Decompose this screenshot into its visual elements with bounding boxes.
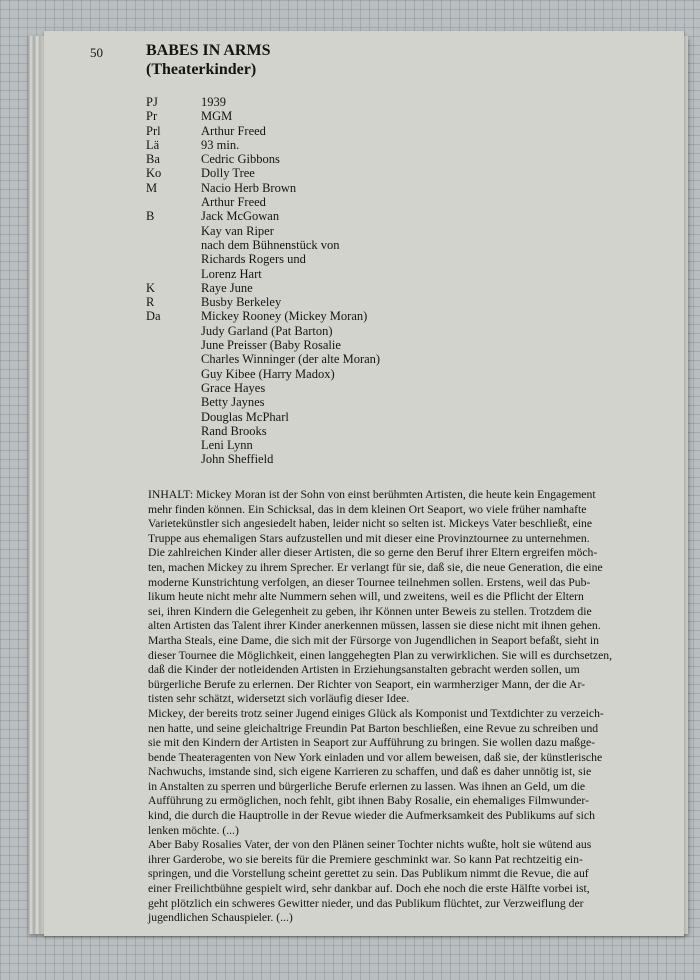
credit-row xyxy=(146,395,380,409)
credit-row xyxy=(146,367,380,381)
credit-row xyxy=(146,281,380,295)
credit-row xyxy=(146,95,380,109)
credit-key: R xyxy=(146,295,155,310)
credit-row xyxy=(146,352,380,366)
credit-row xyxy=(146,309,380,323)
credit-key: Prl xyxy=(146,123,161,138)
title-block xyxy=(146,41,270,79)
credit-key xyxy=(146,238,201,252)
credit-key: M xyxy=(146,180,158,195)
synopsis-line: kind, die durch die Hauptrolle in der Revue wieder die Aufmerksamkeit des Publikums auf sich xyxy=(148,809,595,823)
page-number: 50 xyxy=(90,45,103,60)
credit-key: Pr xyxy=(146,109,158,124)
credit-row xyxy=(146,181,380,195)
credit-key xyxy=(146,410,201,424)
credit-value: Mickey Rooney (Mickey Moran) xyxy=(201,309,368,324)
credit-value: Busby Berkeley xyxy=(201,295,282,310)
credit-row xyxy=(146,195,380,209)
credit-row xyxy=(146,138,380,152)
credit-value: Richards Rogers und xyxy=(201,252,306,267)
synopsis-line: bürgerliche Berufe zu erlernen. Der Richter von Seaport, ein warmherziger Mann, der die Ar- xyxy=(148,677,586,691)
synopsis-line: jugendlichen Schauspieler. (...) xyxy=(148,911,293,925)
credit-row xyxy=(146,109,380,123)
credit-key: Ba xyxy=(146,152,160,167)
synopsis-line: Aber Baby Rosalies Vater, der von den Plänen seiner Tochter nichts wußte, holt sie wütend aus xyxy=(148,838,592,852)
credit-value: Leni Lynn xyxy=(201,438,253,453)
synopsis-line: geht plötzlich ein schweres Gewitter nieder, und das Publikum flüchtet, zur Verzweiflung der xyxy=(148,896,584,910)
synopsis-line: in Anstalten zu sperren und bürgerliche Berufe erlernen zu lassen. Was ihnen an Geld, um die xyxy=(148,779,586,793)
credit-value: MGM xyxy=(201,109,233,124)
credit-key xyxy=(146,367,201,381)
credit-row xyxy=(146,452,380,466)
credit-value: Lorenz Hart xyxy=(201,266,262,281)
credit-value: Jack McGowan xyxy=(201,209,280,224)
synopsis-line: lenken möchte. (...) xyxy=(148,823,239,837)
credit-key: K xyxy=(146,280,156,295)
synopsis-line: Martha Steals, eine Dame, die sich mit der Fürsorge von Jugendlichen in Seaport befaßt, sieht in xyxy=(148,633,599,647)
film-subtitle: (Theaterkinder) xyxy=(146,61,257,78)
book-page xyxy=(44,31,684,936)
synopsis-line: springen, und die Vorstellung scheint gerettet zu sein. Das Publikum nimmt die Revue, die auf xyxy=(148,867,589,881)
credit-row xyxy=(146,338,380,352)
credit-key: Da xyxy=(146,309,161,324)
synopsis-line: sei, ihren Kindern die Gelegenheit zu geben, ihr Können unter Beweis zu stellen. Trotzdem die xyxy=(148,604,592,618)
credit-row xyxy=(146,224,380,238)
credit-row xyxy=(146,381,380,395)
credit-key xyxy=(146,381,201,395)
synopsis-line: likum heute nicht mehr alte Nummern sehen will, und zweitens, weil es die Pflicht der Eltern xyxy=(148,590,584,604)
synopsis-line: dieser Tournee die Möglichkeit, einen langgehegten Plan zu verwirklichen. Sie will es durchsetzen, xyxy=(148,648,613,662)
credit-row xyxy=(146,252,380,266)
credit-value: Charles Winninger (der alte Moran) xyxy=(201,352,381,367)
synopsis-line: INHALT: Mickey Moran ist der Sohn von einst berühmten Artisten, die heute kein Engagement xyxy=(148,488,596,501)
credit-value: Cedric Gibbons xyxy=(201,152,280,167)
credit-value: Raye June xyxy=(201,280,253,295)
synopsis-line: einer Freilichtbühne gespielt wird, sehr dankbar auf. Doch ehe noch die erste Hälfte vorbei ist, xyxy=(148,882,590,896)
credit-value: June Preisser (Baby Rosalie xyxy=(201,338,341,353)
synopsis-line: ihrer Garderobe, wo sie bereits für die Premiere geschminkt war. So kann Pat rechtzeitig ein- xyxy=(148,852,583,866)
credit-key xyxy=(146,352,201,366)
credit-value: Nacio Herb Brown xyxy=(201,180,297,195)
credit-value: Judy Garland (Pat Barton) xyxy=(201,323,333,338)
credit-key xyxy=(146,438,201,452)
credit-value: Betty Jaynes xyxy=(201,395,265,410)
film-title: BABES IN ARMS xyxy=(146,42,271,59)
credit-row xyxy=(146,410,380,424)
credit-value: Dolly Tree xyxy=(201,166,255,181)
synopsis-line: bende Theateragenten von New York einladen und vor allem beweisen, daß sie, der künstlerische xyxy=(148,750,603,764)
credit-value: Douglas McPharl xyxy=(201,409,289,424)
credit-value: Arthur Freed xyxy=(201,195,266,210)
credit-value: Guy Kibee (Harry Madox) xyxy=(201,366,335,381)
synopsis-line: Nachwuchs, imstande sind, sich eigene Karrieren zu schaffen, und daß es daher unnötig ist, sie xyxy=(148,765,592,779)
credit-row xyxy=(146,424,380,438)
synopsis-line: tisten sehr schätzt, widersetzt sich vorläufig dieser Idee. xyxy=(148,692,410,706)
credit-key xyxy=(146,195,201,209)
synopsis-line: moderne Kunstrichtung verfolgen, an dieser Tournee teilnehmen sollen. Erstens, weil das Pub- xyxy=(148,575,591,589)
credit-key xyxy=(146,267,201,281)
synopsis-line: Die zahlreichen Kinder aller dieser Artisten, die so gerne den Beruf ihrer Eltern ergreifen möch- xyxy=(148,546,598,560)
credit-value: 1939 xyxy=(201,95,226,109)
credit-key xyxy=(146,395,201,409)
credit-value: Grace Hayes xyxy=(201,380,266,395)
credit-row xyxy=(146,267,380,281)
credit-key xyxy=(146,424,201,438)
synopsis-line: ten, machen Mickey zu ihrem Sprecher. Er verlangt für sie, daß sie, die neue Generation, die eine xyxy=(148,560,603,574)
credits-list xyxy=(146,95,380,467)
credit-value: nach dem Bühnenstück von xyxy=(201,237,340,252)
credit-key xyxy=(146,324,201,338)
credit-row xyxy=(146,209,380,223)
credit-key: B xyxy=(146,209,155,224)
synopsis-line: Aufführung zu ermöglichen, noch fehlt, gibt ihnen Baby Rosalie, ein ehemaliges Filmwunder- xyxy=(148,794,589,808)
credit-row xyxy=(146,438,380,452)
credit-value: Rand Brooks xyxy=(201,423,267,438)
credit-row xyxy=(146,166,380,180)
synopsis-line: alten Artisten das Talent ihrer Kinder anerkennen müssen, lassen sie diese nicht mit ihnen gehen. xyxy=(148,619,601,633)
credit-value: Kay van Riper xyxy=(201,223,274,238)
credit-value: John Sheffield xyxy=(201,452,274,467)
credit-key: Lä xyxy=(146,137,160,152)
synopsis-line: daß die Kinder der notleidenden Artisten in Erziehungsanstalten gebracht werden sollen, um xyxy=(148,663,580,677)
credit-key xyxy=(146,338,201,352)
credit-row xyxy=(146,324,380,338)
credit-row xyxy=(146,295,380,309)
synopsis-line: Varietekünstler sich angesiedelt haben, leider nicht so selten ist. Mickeys Vater beschließt, eine xyxy=(148,517,593,531)
credit-value: Arthur Freed xyxy=(201,123,266,138)
synopsis-text xyxy=(148,488,678,926)
credit-key: Ko xyxy=(146,166,162,181)
synopsis-line: nen hatte, und seine gleichaltrige Freundin Pat Barton beschließen, eine Revue zu schreiben und xyxy=(148,721,599,735)
synopsis-line: sie mit den Kindern der Artisten in Seaport zur Aufführung zu bringen. Sie wollen dazu maßge- xyxy=(148,736,596,750)
synopsis-line: mehr finden können. Ein Schicksal, das in dem kleinen Ort Seaport, wo viele früher namhafte xyxy=(148,502,587,516)
credit-value: 93 min. xyxy=(201,137,240,152)
credit-key xyxy=(146,252,201,266)
credit-row xyxy=(146,152,380,166)
credit-key xyxy=(146,224,201,238)
credit-row xyxy=(146,124,380,138)
credit-key xyxy=(146,452,201,466)
credit-key: PJ xyxy=(146,95,158,109)
synopsis-line: Mickey, der bereits trotz seiner Jugend einiges Glück als Komponist und Textdichter zu verzeich- xyxy=(148,706,604,720)
credit-row xyxy=(146,238,380,252)
synopsis-line: Truppe aus ehemaligen Stars aufzustellen und mit dieser eine Provinztournee zu unternehmen. xyxy=(148,531,590,545)
